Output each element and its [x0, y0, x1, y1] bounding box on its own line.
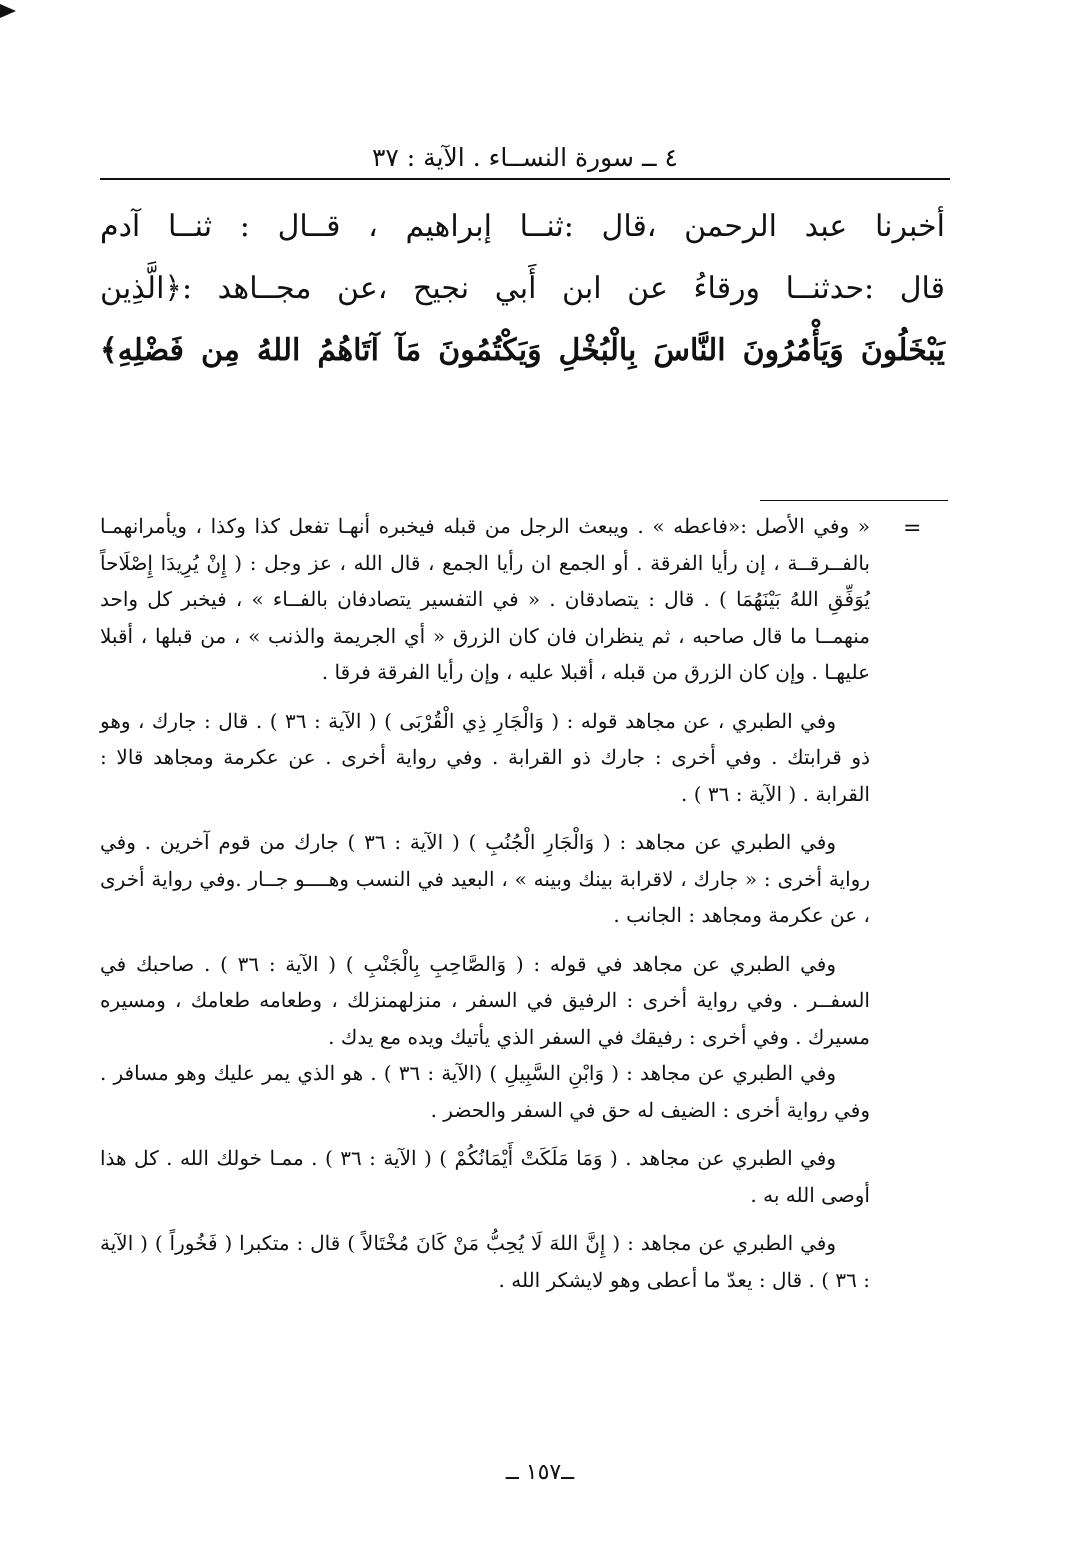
footnote-paragraph: وفي الطبري عن مجاهد : ( وَالْجَارِ الْجُنُبِ ) ( الآية : ٣٦ ) جارك من قوم آخرين . وفي رواية أخرى : « جارك ، لاقرابة بينك وبينه » ، البعيد في النسب وهــــو جــار .وفي رواية أخرى ، عن عكرمة ومجاهد : الجانب . — [100, 830, 870, 927]
footnote-separator — [760, 500, 948, 501]
footnote-paragraph: وفي الطبري ، عن مجاهد قوله : ( وَالْجَارِ ذِي الْقُرْبَى ) ( الآية : ٣٦ ) . قال : جارك ، وهو ذو قرابتك . وفي أخرى : جارك ذو القرابة . وفي رواية أخرى . عن عكرمة ومجاهد قالا : القرابة . ( الآية : ٣٦ ) . — [100, 708, 870, 806]
footnote-paragraph: وفي الطبري عن مجاهد : ( وَابْنِ السَّبِيلِ ) (الآية : ٣٦ ) . هو الذي يمر عليك وهو مسافر . وفي رواية أخرى : الضيف له حق في السفر والحضر . — [100, 1061, 870, 1122]
main-text-line: قال :حدثنــا ورقاءُ عن ابن أَبي نجيح ،عن مجــاهد :﴿الَّذِين — [100, 271, 945, 306]
corner-arrow-mark — [0, 4, 16, 18]
main-text-block — [100, 196, 945, 382]
main-text-line: أخبرنا عبد الرحمن ،قال :ثنــا إبراهيم ، قــال : ثنــا آدم — [100, 209, 945, 244]
page-number: ــ١٥٧ ــ — [505, 1460, 575, 1485]
running-header: ٤ ــ سورة النســاء . الآية : ٣٧ — [372, 143, 678, 172]
footnote-continuation-marker: = — [903, 516, 922, 541]
footnote-paragraph: وفي الطبري عن مجاهد . ( وَمَا مَلَكَتْ أَيْمَانُكُمْ ) ( الآية : ٣٦ ) . ممـا خولك الله . كل هذا أوصى الله به . — [100, 1146, 870, 1207]
footnote-paragraph: وفي الطبري عن مجاهد : ( إِنَّ اللهَ لَا يُحِبُّ مَنْ كَانَ مُخْتَالاً ) قال : متكبرا ( فَخُوراً ) ( الآية : ٣٦ ) . قال : يعدّ ما أعطى وهو لايشكر الله . — [100, 1231, 870, 1292]
footnote-paragraph: « وفي الأصل :«فاعطه » . ويبعث الرجل من قبله فيخبره أنهـا تفعل كذا وكذا ، ويأمرانهمـا بالفــرقــة ، إن رأيا الفرقة . أو الجمع ان رأيا الجمع ، قال الله ، عز وجل : ( إِنْ يُرِيدَا إِصْلَاحاً يُوَفِّقِ اللهُ بَيْنَهُمَا ) . قال : يتصادقان . « في التفسير يتصادفان بالفــاء » ، فيخبر كل واحد منهمــا ما قال صاحبه ، ثم ينظران فان كان الزرق « أي الجريمة والذنب » ، من قبلها ، أقبلا عليهـا . وإن كان الزرق من قبله ، أقبلا عليه ، وإن رأيا الفرقة فرقا . — [100, 514, 870, 684]
footnotes — [100, 508, 870, 1310]
quran-verse-line: يَبْخَلُونَ وَيَأْمُرُونَ النَّاسَ بِالْبُخْلِ وَيَكْتُمُونَ مَآ آتَاهُمُ اللهُ مِن فَضْلِهِ﴾ — [100, 333, 945, 368]
header-rule — [100, 178, 950, 180]
footnote-paragraph: وفي الطبري عن مجاهد في قوله : ( وَالصَّاحِبِ بِالْجَنْبِ ) ( الآية : ٣٦ ) . صاحبك في السفــر . وفي رواية أخرى : الرفيق في السفر ، منزلهمنزلك ، وطعامه طعامك ، ومسيره مسيرك . وفي أخرى : رفيقك في السفر الذي يأتيك ويده مع يدك . — [100, 951, 870, 1049]
